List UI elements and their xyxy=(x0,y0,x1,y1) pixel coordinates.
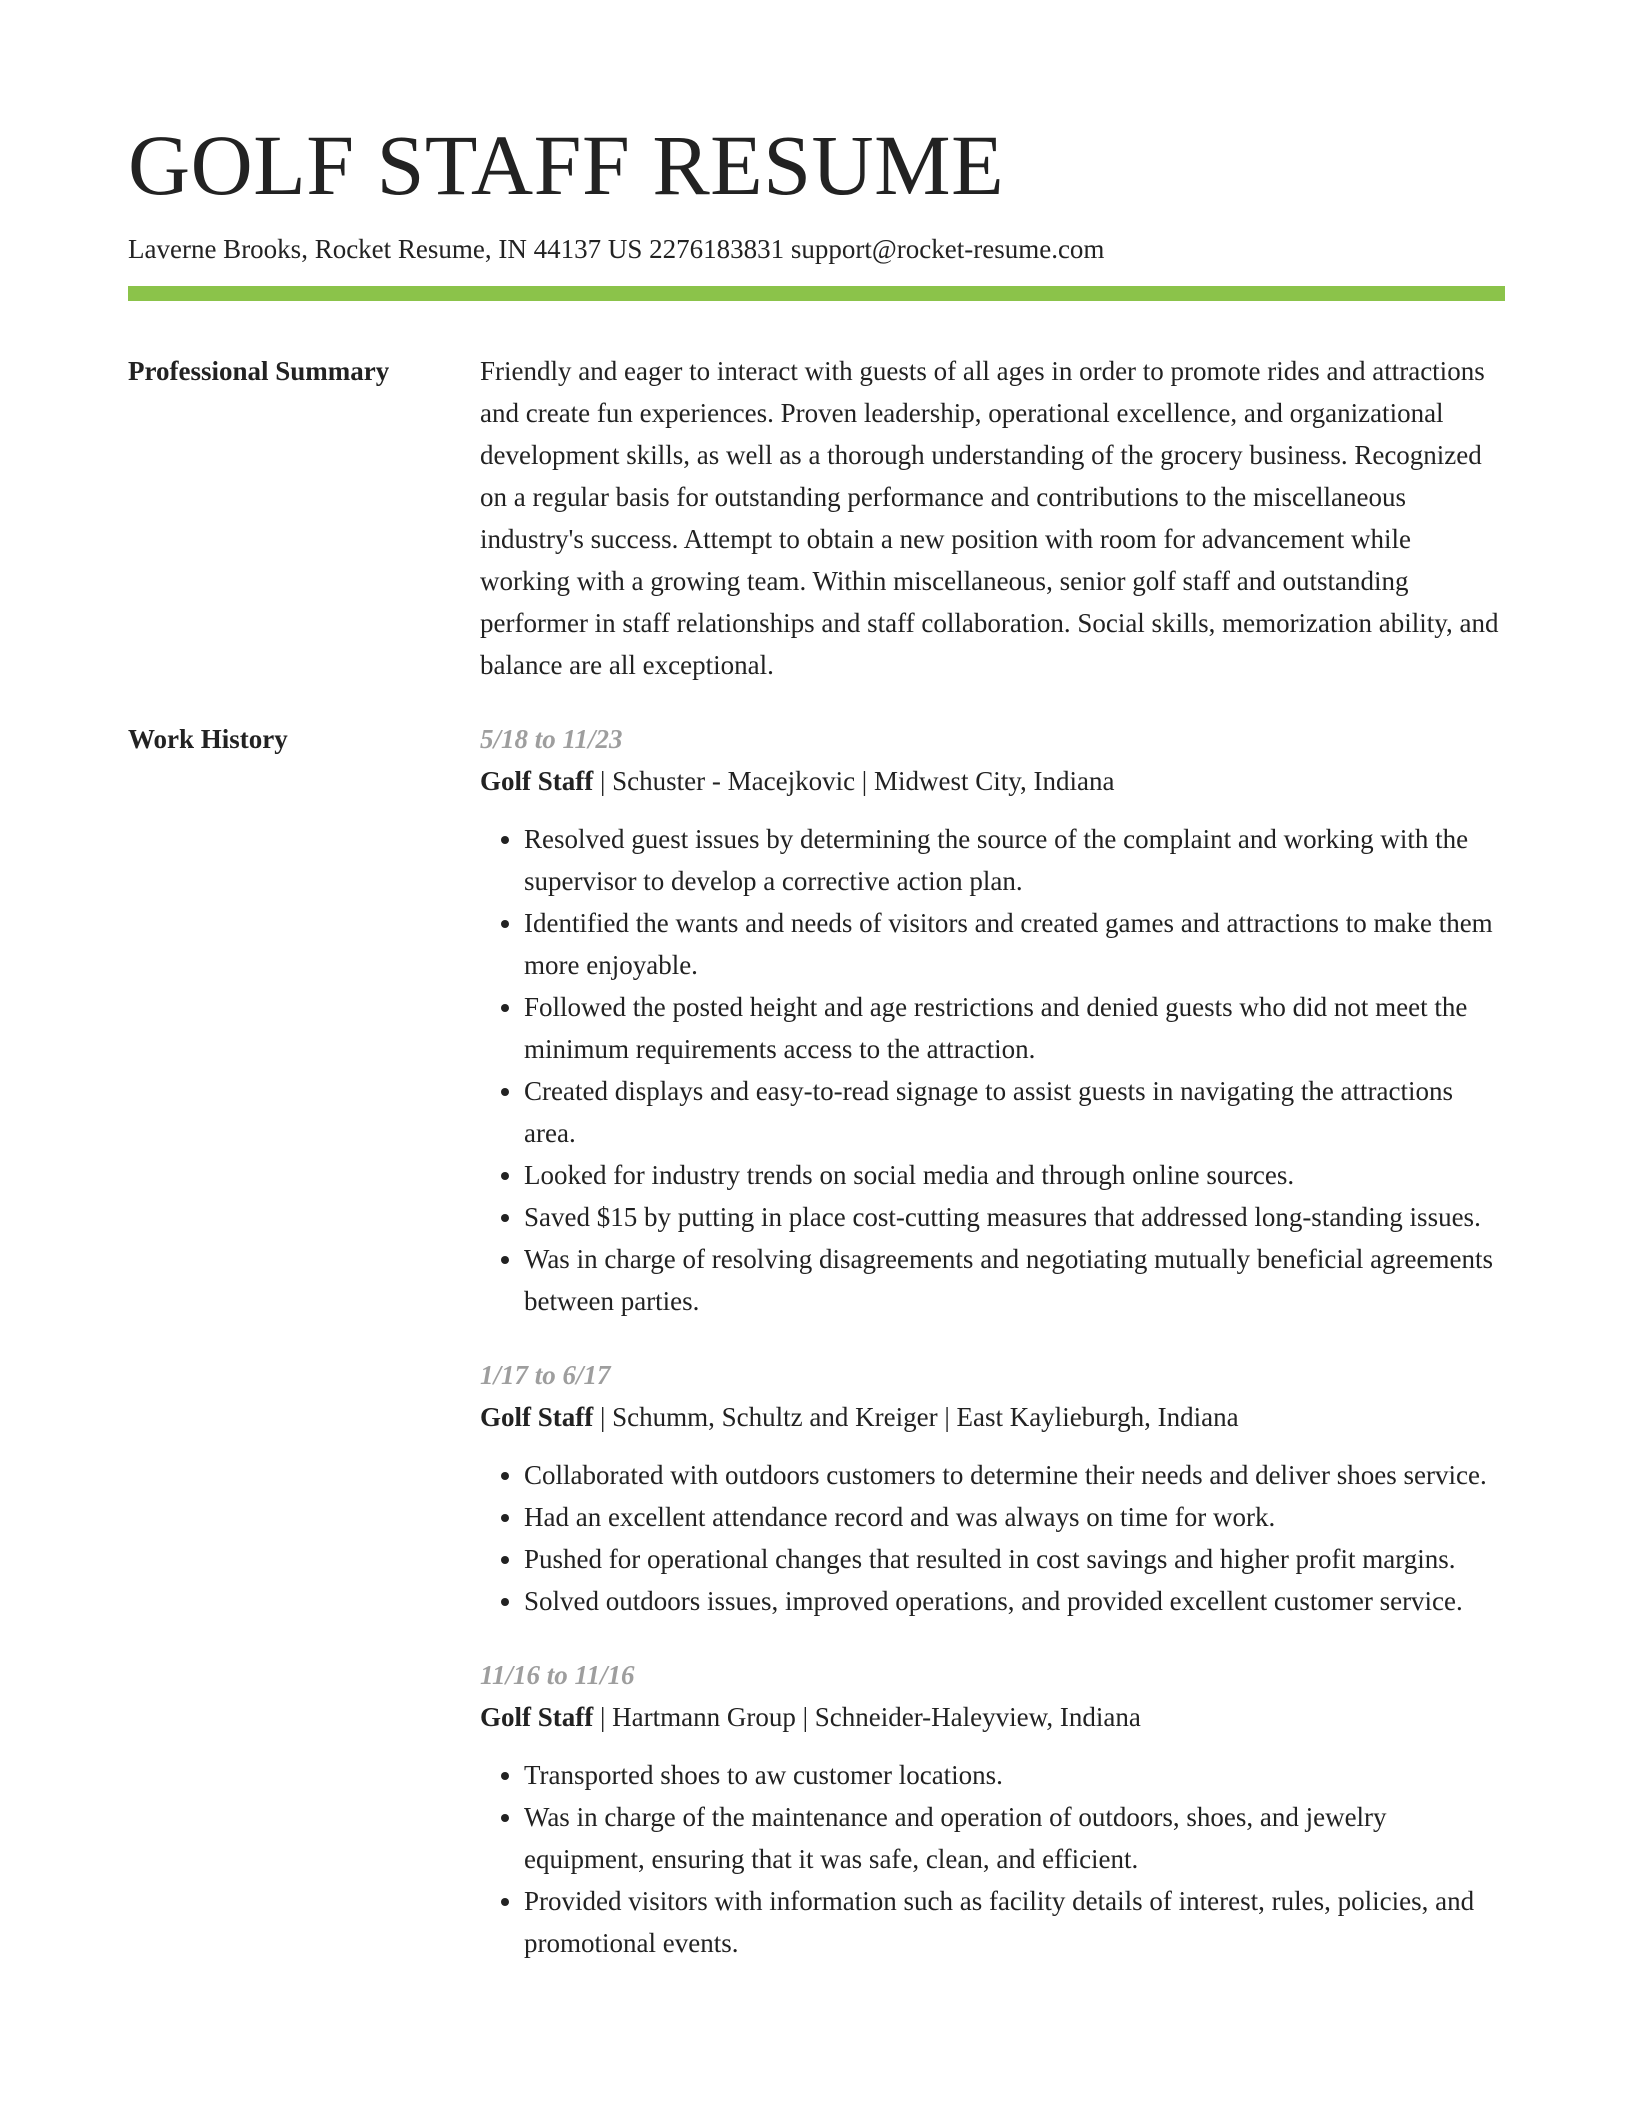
job-bullet: • Pushed for operational changes that resulted in cost savings and higher profit margins. xyxy=(524,1538,1505,1580)
job-bullet: • Identified the wants and needs of visitors and created games and attractions to make them more enjoyable. xyxy=(524,902,1505,986)
resume-title: GOLF STAFF RESUME xyxy=(128,117,1005,213)
job-heading xyxy=(480,1396,1505,1438)
job-bullet: • Resolved guest issues by determining the source of the complaint and working with the supervisor to develop a corrective action plan. xyxy=(524,818,1505,902)
job-bullet: • Was in charge of the maintenance and operation of outdoors, shoes, and jewelry equipment, ensuring that it was safe, clean, and efficient. xyxy=(524,1796,1505,1880)
job-entry xyxy=(480,718,1505,1322)
job-title: Golf Staff xyxy=(480,1402,594,1432)
job-bullet: • Transported shoes to aw customer locations. xyxy=(524,1754,1505,1796)
job-bullets xyxy=(480,1454,1505,1622)
job-bullet: • Solved outdoors issues, improved operations, and provided excellent customer service. xyxy=(524,1580,1505,1622)
job-dates: 1/17 to 6/17 xyxy=(480,1360,611,1390)
job-bullet: • Provided visitors with information such as facility details of interest, rules, policies, and promotional events. xyxy=(524,1880,1505,1964)
job-heading xyxy=(480,760,1505,802)
job-bullet: • Created displays and easy-to-read signage to assist guests in navigating the attractions area. xyxy=(524,1070,1505,1154)
job-bullets xyxy=(480,1754,1505,1964)
job-entry xyxy=(480,1354,1505,1622)
job-heading xyxy=(480,1696,1505,1738)
contact-line: Laverne Brooks, Rocket Resume, IN 44137 US 2276183831 support@rocket-resume.com xyxy=(128,234,1105,264)
job-bullet: • Looked for industry trends on social media and through online sources. xyxy=(524,1154,1505,1196)
job-title: Golf Staff xyxy=(480,1702,594,1732)
section-label-work-history: Work History xyxy=(128,724,288,754)
job-title: Golf Staff xyxy=(480,766,594,796)
job-bullet: • Collaborated with outdoors customers to determine their needs and deliver shoes service. xyxy=(524,1454,1505,1496)
section-label-summary: Professional Summary xyxy=(128,356,390,386)
work-history-body xyxy=(480,718,1505,1996)
job-dates: 11/16 to 11/16 xyxy=(480,1660,635,1690)
summary-text: Friendly and eager to interact with guests of all ages in order to promote rides and attractions and create fun experiences. Proven leadership, operational excellence, and organizational development skills, as well as a thorough understanding of the grocery business. Recognized on a regular basis for outstanding performance and contributions to the miscellaneous industry's success. Attempt to obtain a new position with room for advancement while working with a growing team. Within miscellaneous, senior golf staff and outstanding performer in staff relationships and staff collaboration. Social skills, memorization ability, and balance are all exceptional. xyxy=(480,356,1499,680)
job-bullet: • Followed the posted height and age restrictions and denied guests who did not meet the minimum requirements access to the attraction. xyxy=(524,986,1505,1070)
job-bullets xyxy=(480,818,1505,1322)
job-dates: 5/18 to 11/23 xyxy=(480,724,623,754)
summary-body xyxy=(480,350,1505,686)
job-entry xyxy=(480,1654,1505,1964)
job-details: | Hartmann Group | Schneider-Haleyview, Indiana xyxy=(593,1702,1141,1732)
job-details: | Schumm, Schultz and Kreiger | East Kaylieburgh, Indiana xyxy=(593,1402,1239,1432)
job-details: | Schuster - Macejkovic | Midwest City, Indiana xyxy=(593,766,1115,796)
accent-divider xyxy=(128,286,1505,301)
job-bullet: • Saved $15 by putting in place cost-cutting measures that addressed long-standing issues. xyxy=(524,1196,1505,1238)
job-bullet: • Was in charge of resolving disagreements and negotiating mutually beneficial agreements between parties. xyxy=(524,1238,1505,1322)
job-bullet: • Had an excellent attendance record and was always on time for work. xyxy=(524,1496,1505,1538)
